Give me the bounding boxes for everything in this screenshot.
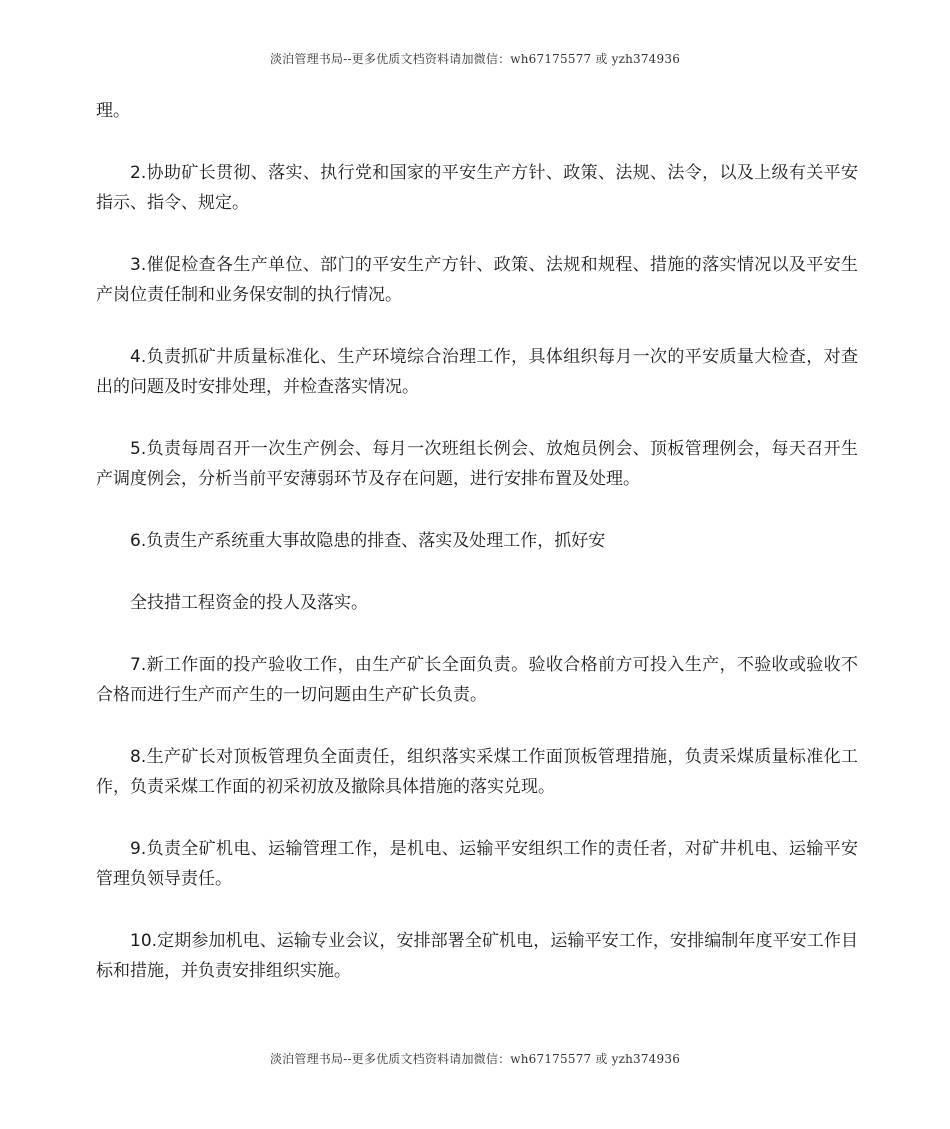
paragraph-item-10: 10.定期参加机电、运输专业会议，安排部署全矿机电，运输平安工作，安排编制年度平安工作目标和措施，并负责安排组织实施。 — [96, 931, 858, 981]
paragraph-continuation: 理。 — [96, 101, 130, 121]
paragraph-item-2: 2.协助矿长贯彻、落实、执行党和国家的平安生产方针、政策、法规、法令，以及上级有关平安指示、指令、规定。 — [96, 163, 858, 213]
page-footer: 淡泊管理书局--更多优质文档资料请加微信：wh67175577 或 yzh374936 — [269, 1052, 681, 1066]
paragraph-item-6-continued: 全技措工程资金的投人及落实。 — [130, 593, 368, 613]
paragraph-item-8: 8.生产矿长对顶板管理负全面责任，组织落实采煤工作面顶板管理措施，负责采煤质量标准化工作，负责采煤工作面的初采初放及撤除具体措施的落实兑现。 — [96, 747, 858, 797]
paragraph-item-5: 5.负责每周召开一次生产例会、每月一次班组长例会、放炮员例会、顶板管理例会，每天召开生产调度例会，分析当前平安薄弱环节及存在问题，进行安排布置及处理。 — [96, 439, 858, 489]
paragraph-item-4: 4.负责抓矿井质量标准化、生产环境综合治理工作，具体组织每月一次的平安质量大检查，对查出的问题及时安排处理，并检查落实情况。 — [96, 347, 858, 397]
paragraph-item-3: 3.催促检查各生产单位、部门的平安生产方针、政策、法规和规程、措施的落实情况以及平安生产岗位责任制和业务保安制的执行情况。 — [96, 255, 858, 305]
document-body — [96, 96, 858, 1018]
paragraph-item-7: 7.新工作面的投产验收工作，由生产矿长全面负责。验收合格前方可投入生产，不验收或验收不合格而进行生产而产生的一切问题由生产矿长负责。 — [96, 655, 858, 705]
paragraph-item-6: 6.负责生产系统重大事故隐患的排查、落实及处理工作，抓好安 — [130, 531, 606, 551]
page-header: 淡泊管理书局--更多优质文档资料请加微信：wh67175577 或 yzh374936 — [269, 52, 681, 66]
paragraph-item-9: 9.负责全矿机电、运输管理工作，是机电、运输平安组织工作的责任者，对矿井机电、运输平安管理负领导责任。 — [96, 839, 858, 889]
